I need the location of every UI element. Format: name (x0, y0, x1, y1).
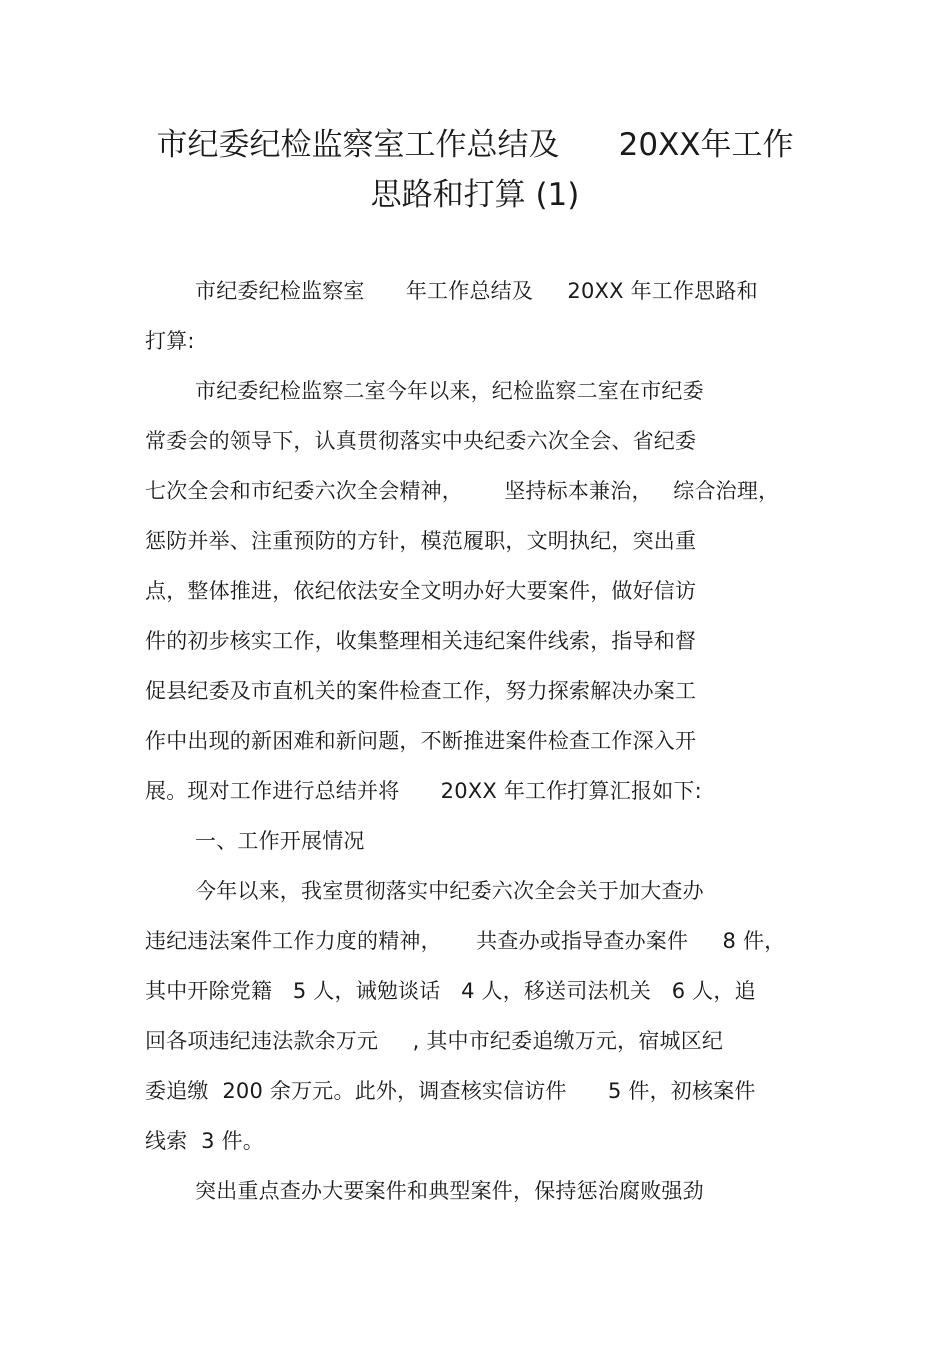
document-title-line-1: 市纪委纪检监察室工作总结及 20XX年工作 (156, 127, 794, 163)
body-line: 展。现对工作进行总结并将 20XX 年工作打算汇报如下: (145, 779, 702, 803)
document-title-line-2: 思路和打算 (1) (370, 177, 580, 213)
body-line: 委追缴 200 余万元。此外，调查核实信访件 5 件，初核案件 (145, 1079, 756, 1103)
body-line: 回各项违纪违法款余万元 , 其中市纪委追缴万元，宿城区纪 (145, 1029, 724, 1053)
body-line: 惩防并举、注重预防的方针，模范履职，文明执纪，突出重 (145, 529, 697, 553)
body-line: 今年以来，我室贯彻落实中纪委六次全会关于加大查办 (195, 879, 704, 903)
body-line: 促县纪委及市直机关的案件检查工作，努力探索解决办案工 (145, 679, 697, 703)
body-line: 七次全会和市纪委六次全会精神， 坚持标本兼治， 综合治理， (145, 479, 780, 503)
body-line: 市纪委纪检监察室 年工作总结及 20XX 年工作思路和 (195, 279, 758, 303)
body-line: 打算: (145, 329, 195, 353)
body-line: 违纪违法案件工作力度的精神， 共查办或指导查办案件 8 件， (145, 929, 786, 953)
body-line: 其中开除党籍 5 人，诫勉谈话 4 人，移送司法机关 6 人，追 (145, 979, 756, 1003)
body-line: 线索 3 件。 (145, 1129, 264, 1153)
body-line: 常委会的领导下，认真贯彻落实中央纪委六次全会、省纪委 (145, 429, 697, 453)
body-line: 突出重点查办大要案件和典型案件，保持惩治腐败强劲 (195, 1179, 704, 1203)
body-line: 点，整体推进，依纪依法安全文明办好大要案件，做好信访 (145, 579, 697, 603)
body-line: 作中出现的新困难和新问题，不断推进案件检查工作深入开 (145, 729, 697, 753)
body-line: 市纪委纪检监察二室今年以来，纪检监察二室在市纪委 (195, 379, 704, 403)
body-line: 件的初步核实工作，收集整理相关违纪案件线索，指导和督 (145, 629, 697, 653)
section-heading: 一、工作开展情况 (195, 829, 365, 853)
